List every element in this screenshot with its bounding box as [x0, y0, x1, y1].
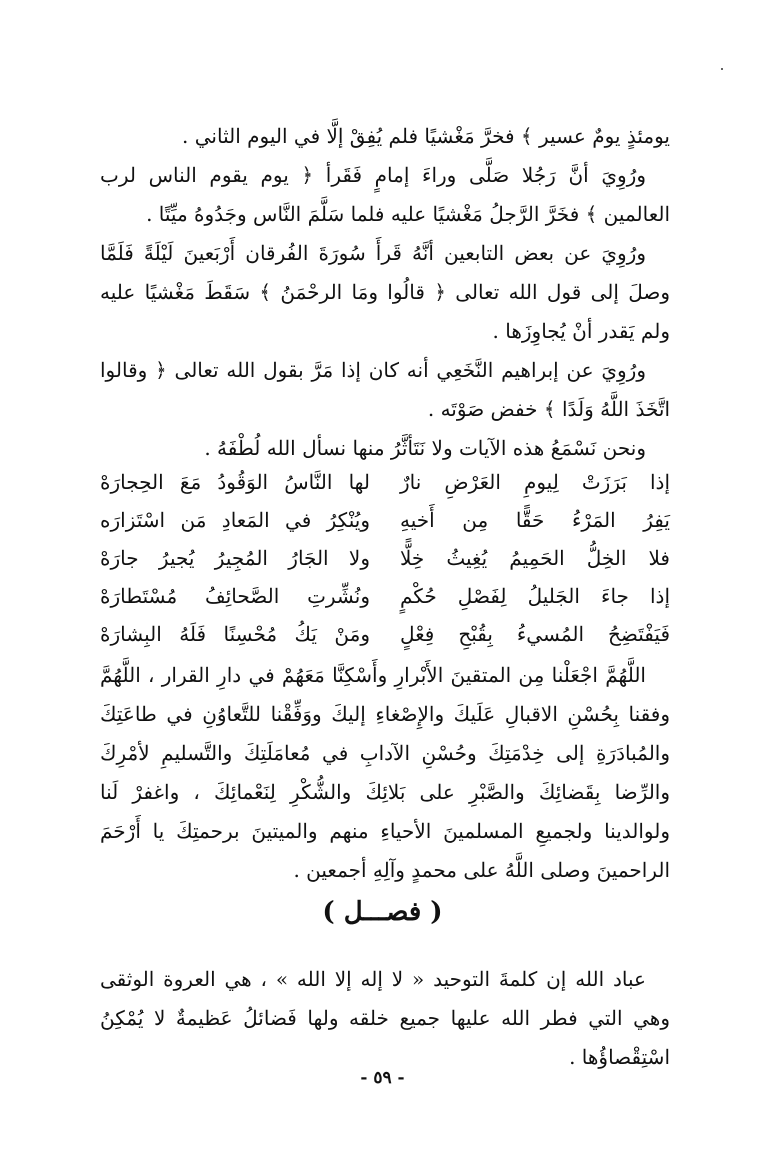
poem-verse [100, 539, 670, 577]
poem-hemistich-left: ويُنْكِرُ في المَعادِ مَن اسْتَزارَه [100, 508, 370, 532]
bottom-paragraph: عباد الله إن كلمةَ التوحيد « لا إله إلا الله » ، هي العروة الوثقى وهي التي فطر الله عليها جميع خلقه ولها فَضائلُ عَظيمةٌ لا يُمْكِنُ اسْتِقْصاؤُها . [100, 967, 670, 1069]
poem-hemistich-right: إذا جاءَ الجَليلُ لِفَصْلِ حُكْمٍ [400, 584, 670, 608]
poem-verse [100, 463, 670, 501]
prayer-paragraph: اللَّهُمَّ اجْعَلْنا مِن المتقينَ الأَبْرارِ وأَسْكِنَّا مَعَهُمْ في دارِ القرار ، اللَّهُمَّ وفقنا بِحُسْنِ الاقبالِ عَلَيكَ والإِصْغاءِ إليكَ ووَفِّقْنا للتَّعاوُنِ في طاعَتِكَ والمُبادَرَةِ إلى خِدْمَتِكَ وحُسْنِ الآدابِ في مُعامَلَتِكَ والتَّسليمِ لأمْرِكَ والرِّضا بِقَضائِكَ والصَّبْرِ على بَلائِكَ والشُّكْرِ لِنَعْمائِكَ ، واغفرْ لَنا ولوالدينا ولجميعِ المسلمينَ الأحياءِ منهم والميتينَ برحمتِكَ يا أَرْحَمَ الراحمينَ وصلى اللَّهُ على محمدٍ وآلِهِ أجمعين . [100, 663, 670, 882]
poem-hemistich-left: ومَنْ يَكُ مُحْسِنًا فَلَهُ البِشارَهْ [100, 622, 370, 646]
closing-text [100, 960, 670, 1077]
poem-hemistich-left: ونُشِّرتِ الصَّحائِفُ مُسْتَطارَهْ [100, 584, 370, 608]
poem-hemistich-left: لها النَّاسُ الوَقُودُ مَعَ الحِجارَهْ [100, 470, 370, 494]
poem [100, 463, 670, 653]
paragraph-5: ونحن نَسْمَعُ هذه الآيات ولا نَتَأثَّرُ منها نسأل الله لُطْفَهُ . [204, 436, 646, 460]
section-heading: ( فصـــل ) [322, 897, 443, 927]
poem-verse [100, 501, 670, 539]
poem-hemistich-right: فلا الخِلُّ الحَمِيمُ يُغِيثُ خِلًّا [400, 546, 670, 570]
poem-verse [100, 615, 670, 653]
poem-hemistich-right: إذا بَرَزَتْ لِيومِ العَرْضِ نارٌ [400, 470, 670, 494]
poem-hemistich-right: يَفِرُ المَرْءُ حَقًّا مِن أَخيهِ [400, 508, 670, 532]
paragraph-3: ورُوِيَ عن بعض التابعين أنَّهُ قَرأَ سُورَةَ الفُرقان أَرْبَعينَ لَيْلَةً فَلَمَّا وصلَ إلى قول الله تعالى ﴿ قالُوا ومَا الرحْمَنُ ﴾ سَقَطَ مَغْشيًا عليه ولم يَقدر أنْ يُجاوِزَها . [100, 241, 670, 343]
paragraph-2: ورُوِيَ أنَّ رَجُلا صَلَّى وراءَ إمامٍ فَقَرأ ﴿ يوم يقوم الناس لرب العالمين ﴾ فخَرَّ الرَّجلُ مَغْشيًا عليه فلما سَلَّمَ النَّاس وجَدُوهُ ميِّتًا . [100, 163, 670, 226]
paragraph-1: يومئذٍ يومٌ عسير ﴾ فخرَّ مَغْشيًا فلم يُفِقْ إلَّا في اليوم الثاني . [182, 124, 670, 148]
poem-verse [100, 577, 670, 615]
paragraph-4: ورُوِيَ عن إبراهيم النَّخَعِي أنه كان إذا مَرَّ بقول الله تعالى ﴿ وقالوا اتَّخَذَ اللَّهُ وَلَدًا ﴾ خفض صَوْتَه . [100, 358, 670, 421]
poem-hemistich-left: ولا الجَارُ المُجِيرُ يُجيرُ جارَهْ [100, 546, 370, 570]
opening-text [100, 117, 670, 468]
poem-hemistich-right: فَيَفْتَضِحُ المُسيءُ بِقُبْحِ فِعْلٍ [400, 622, 670, 646]
page-number: - ٥٩ - [360, 1068, 405, 1088]
prayer-text [100, 656, 670, 890]
page-speck [721, 68, 723, 70]
